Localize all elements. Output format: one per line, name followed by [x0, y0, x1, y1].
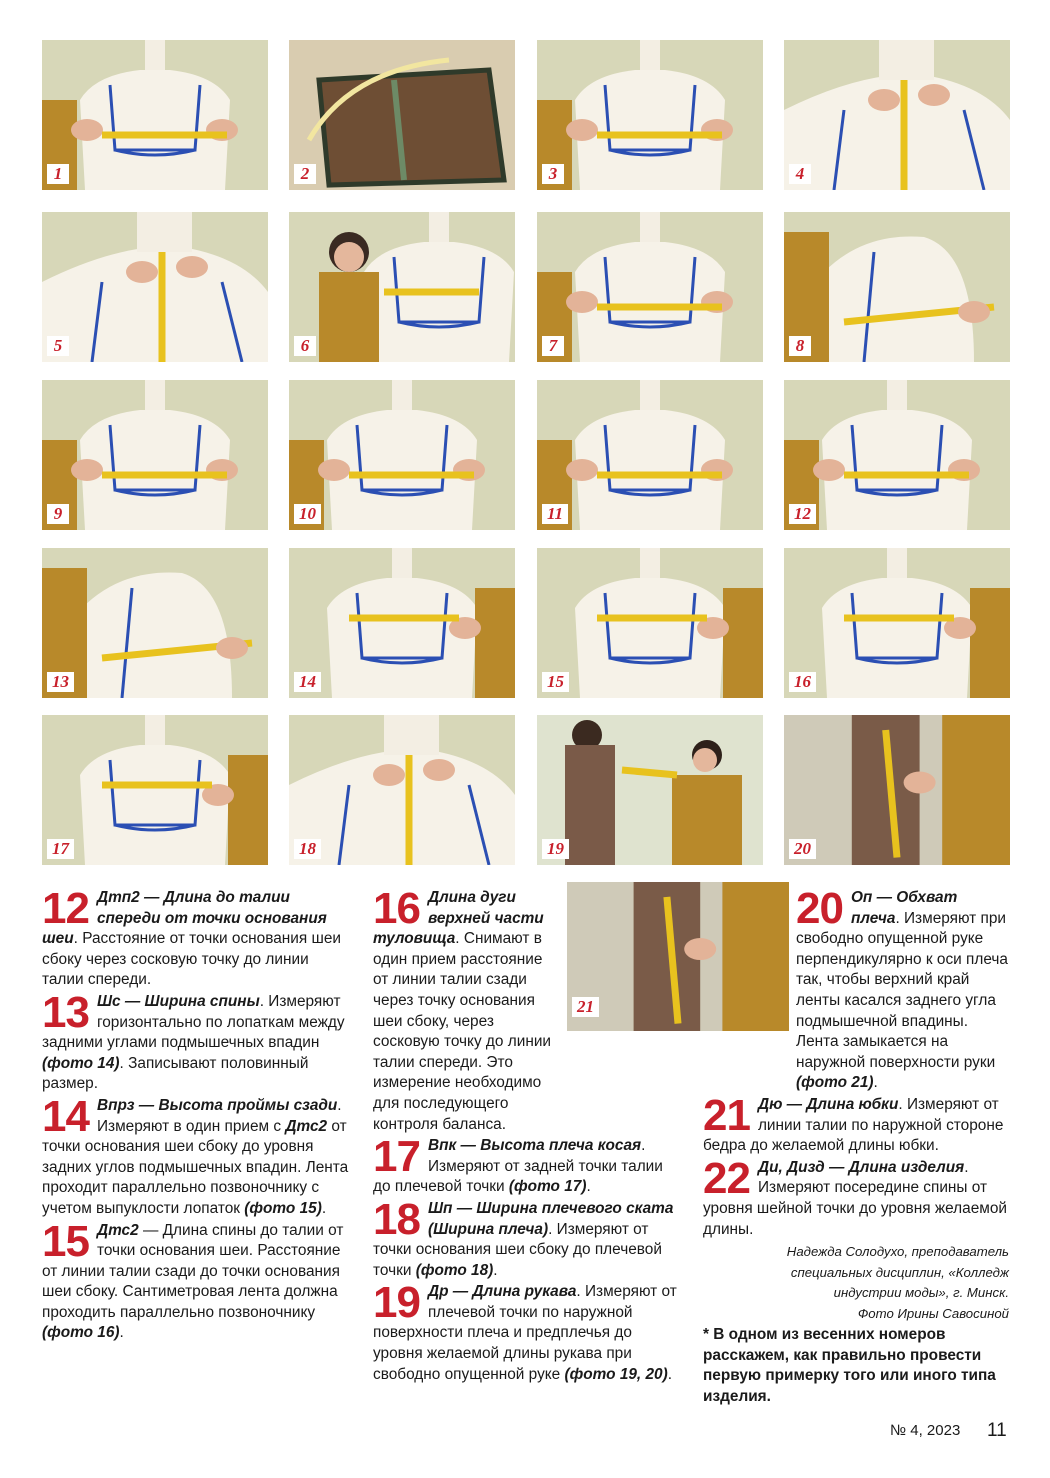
photo-20 [784, 715, 1010, 865]
photo-1 [42, 40, 268, 190]
photo-3 [537, 40, 763, 190]
photo-8 [784, 212, 1010, 362]
photo-number-label: 7 [542, 336, 564, 356]
photo-number-label: 13 [47, 672, 74, 692]
photo-2 [289, 40, 515, 190]
photo-number-label: 4 [789, 164, 811, 184]
page-number: 11 [987, 1420, 1007, 1441]
photo-4 [784, 40, 1010, 190]
entry-16: 16 Длина дуги верхней части туловища. Снимают в один прием расстояние от линии талии сзади через точку основания шеи сбоку, через сосковую точку до линии талии спереди. Это измерение необходимо для последующего контроля баланса. [373, 884, 552, 1133]
entry-21: 21 Дю — Длина юбки. Измеряют от линии талии по наружной стороне бедра до желаемой длины юбки. [703, 1090, 1004, 1155]
entry-15: 15 Дтс2 — Длина спины до талии от точки основания шеи. Расстояние от линии талии сзади до точки основания шеи сбоку. Сантиметровая лента должна проходить параллельно позвоночнику (фото 16). [42, 1216, 344, 1342]
entry-19: 19 Др — Длина рукава. Измеряют от плечевой точки по наружной поверхности плеча и предплечья до уровня желаемой длины рукава при свободно опущенной руке (фото 19, 20). [373, 1278, 677, 1383]
photo-number-label: 6 [294, 336, 316, 356]
entry-18: 18 Шп — Ширина плечевого ската (Ширина плеча). Измеряют от точки основания шеи сбоку до плечевой точки (фото 18). [373, 1194, 674, 1279]
photo-number-label: 8 [789, 336, 811, 356]
entry-17: 17 Впк — Высота плеча косая. Измеряют от задней точки талии до плечевой точки (фото 17). [373, 1132, 663, 1196]
photo-number-label: 3 [542, 164, 564, 184]
issue-number: № 4, 2023 [890, 1422, 961, 1439]
author-credit: Надежда Солодухо, преподаватель специальных дисциплин, «Колледж индустрии моды», г. Минск. Фото Ирины Савосиной [786, 1244, 1009, 1321]
footnote: * В одном из весенних номеров расскажем, как правильно провести первую примерку того или иного типа изделия. [703, 1326, 996, 1405]
photo-number-label: 18 [294, 839, 321, 859]
photo-14 [289, 548, 515, 698]
photo-11 [537, 380, 763, 530]
photo-7 [537, 212, 763, 362]
photo-13 [42, 548, 268, 698]
photo-19 [537, 715, 763, 865]
photo-12 [784, 380, 1010, 530]
photo-6 [289, 212, 515, 362]
photo-number-label: 14 [294, 672, 321, 692]
photo-number-label: 9 [47, 504, 69, 524]
photo-number-label: 11 [542, 504, 568, 524]
photo-number-label: 15 [542, 672, 569, 692]
photo-number-label: 1 [47, 164, 69, 184]
photo-15 [537, 548, 763, 698]
entry-20: 20 Оп — Обхват плеча. Измеряют при свободно опущенной руке перпендикулярно к оси плеча так, чтобы верхний край ленты касался заднего угла подмышечной впадины. Лента замыкается на наружной поверхности руки (фото 21). [796, 884, 1008, 1092]
entry-13: 13 Шс — Ширина спины. Измеряют горизонтально по лопаткам между задними углами подмышечных впадин (фото 14). Записывают половинный размер. [42, 987, 345, 1093]
photo-number-label: 17 [47, 839, 74, 859]
photo-10 [289, 380, 515, 530]
photo-17 [42, 715, 268, 865]
text-column-2 [373, 884, 681, 1386]
photo-5 [42, 212, 268, 362]
photo-16 [784, 548, 1010, 698]
photo-number-label: 19 [542, 839, 569, 859]
text-column-1 [42, 884, 350, 1345]
photo-number-label: 5 [47, 336, 69, 356]
photo-number-label: 20 [789, 839, 816, 859]
text-column-3 [703, 884, 1009, 1241]
photo-18 [289, 715, 515, 865]
entry-22: 22 Ди, Дизд — Длина изделия. Измеряют посередине спины от уровня шейной точки до уровня желаемой длины. [703, 1153, 1008, 1238]
photo-number-label: 16 [789, 672, 816, 692]
photo-number-label: 21 [572, 997, 599, 1017]
photo-number-label: 2 [294, 164, 316, 184]
entry-12: 12 Дтп2 — Длина до талии спереди от точки основания шеи. Расстояние от точки основания шеи сбоку через сосковую точку до линии талии спереди. [42, 884, 341, 989]
photo-number-label: 10 [294, 504, 321, 524]
entry-14: 14 Впрз — Высота проймы сзади. Измеряют в один прием с Дтс2 от точки основания шеи сбоку до уровня задних углов подмышечных впадин. Лента проходит параллельно позвоночнику с учетом выпуклости лопаток (фото 15). [42, 1091, 349, 1217]
photo-number-label: 12 [789, 504, 816, 524]
photo-9 [42, 380, 268, 530]
